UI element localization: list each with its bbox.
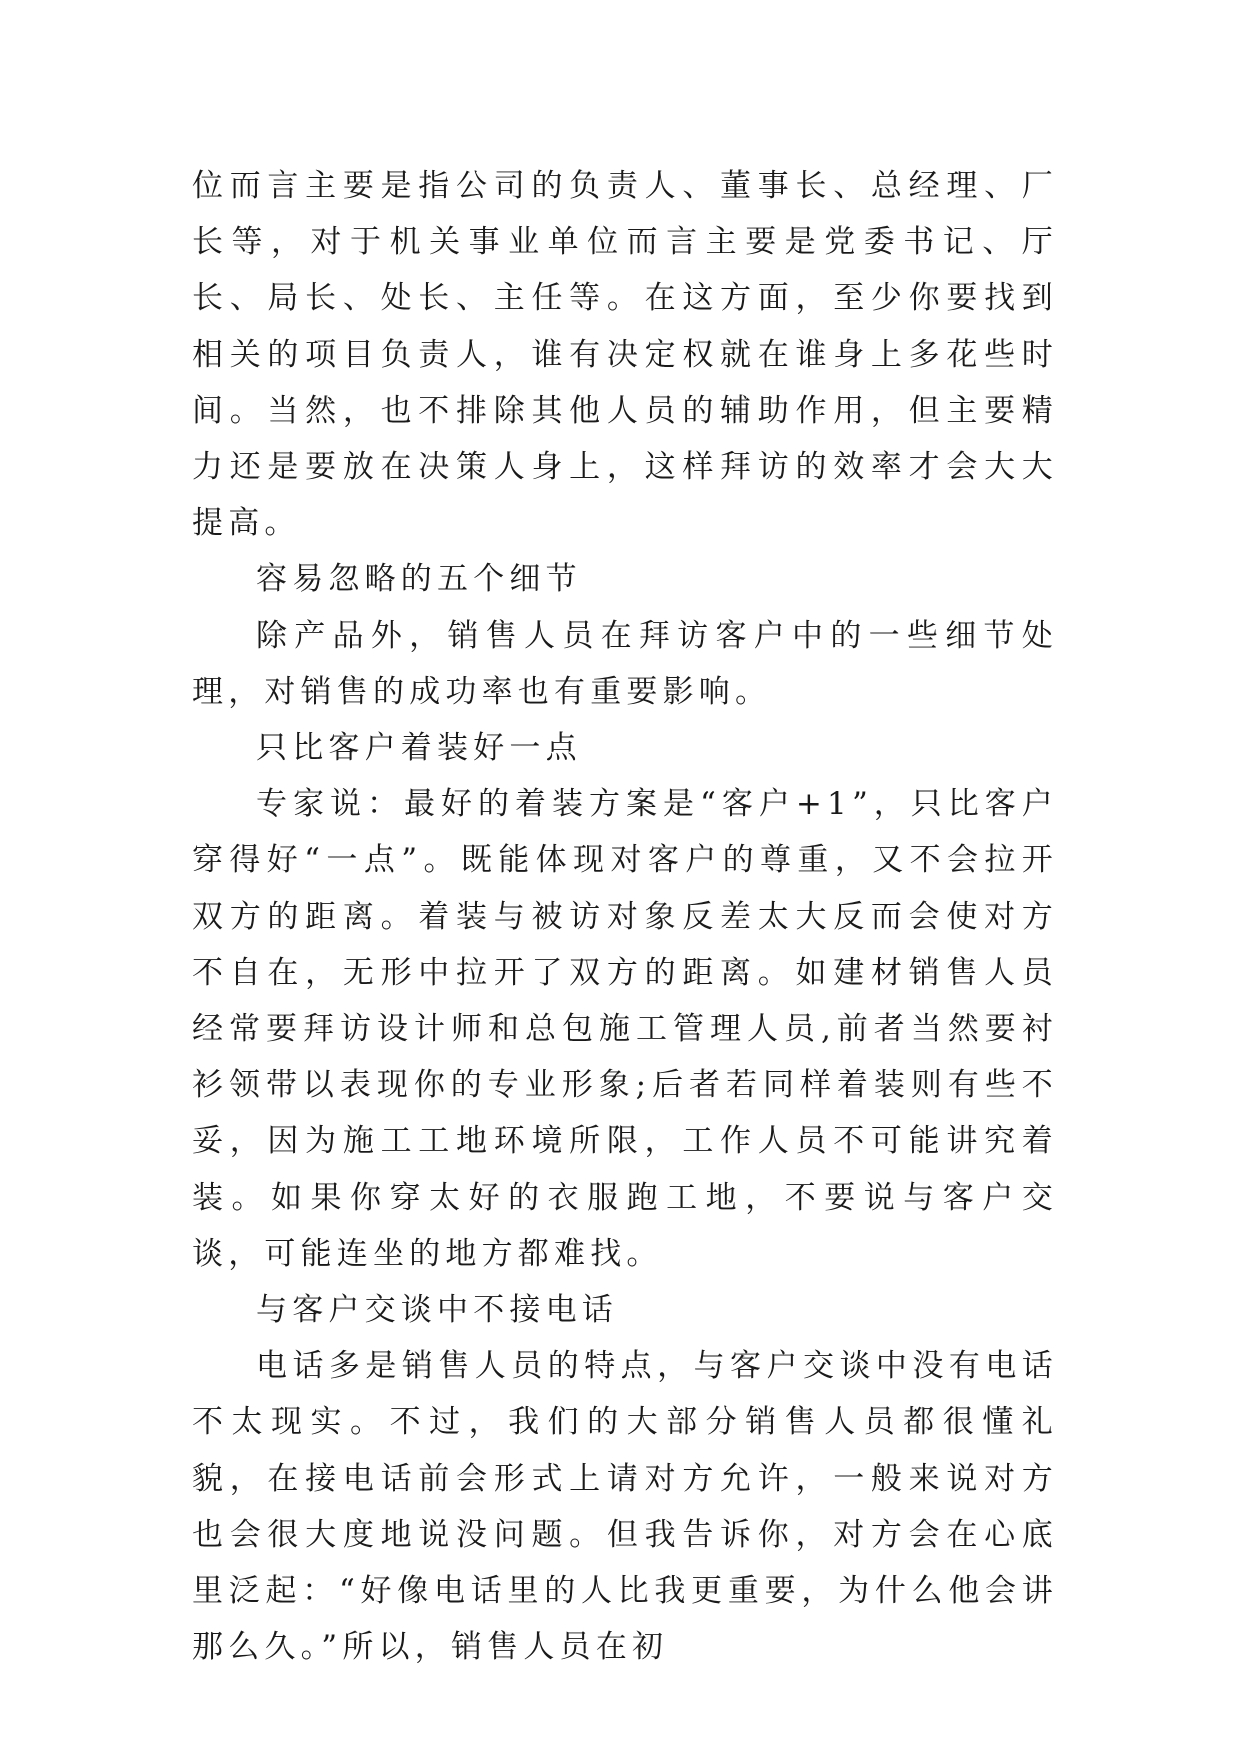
paragraph-details-intro: 除产品外，销售人员在拜访客户中的一些细节处理，对销售的成功率也有重要影响。 bbox=[192, 617, 1058, 710]
heading-no-phone-calls: 与客户交谈中不接电话 bbox=[256, 1292, 618, 1329]
heading-five-details: 容易忽略的五个细节 bbox=[256, 561, 582, 598]
document-page bbox=[192, 158, 1058, 1675]
paragraph-dress-advice: 专家说：最好的着装方案是“客户+1”，只比客户穿得好“一点”。既能体现对客户的尊重，又不会拉开双方的距离。着装与被访对象反差太大反而会使对方不自在，无形中拉开了双方的距离。如建材销售人员经常要拜访设计师和总包施工管理人员,前者当然要衬衫领带以表现你的专业形象;后者若同样着装则有些不妥，因为施工工地环境所限，工作人员不可能讲究着装。如果你穿太好的衣服跑工地，不要说与客户交谈，可能连坐的地方都难找。 bbox=[192, 786, 1058, 1272]
heading-dress-slightly-better: 只比客户着装好一点 bbox=[256, 730, 582, 767]
paragraph-phone-advice: 电话多是销售人员的特点，与客户交谈中没有电话不太现实。不过，我们的大部分销售人员都很懂礼貌，在接电话前会形式上请对方允许，一般来说对方也会很大度地说没问题。但我告诉你，对方会在心底里泛起：“好像电话里的人比我更重要，为什么他会讲那么久。”所以，销售人员在初 bbox=[192, 1348, 1058, 1666]
paragraph-decision-makers: 位而言主要是指公司的负责人、董事长、总经理、厂长等，对于机关事业单位而言主要是党委书记、厅长、局长、处长、主任等。在这方面，至少你要找到相关的项目负责人，谁有决定权就在谁身上多花些时间。当然，也不排除其他人员的辅助作用，但主要精力还是要放在决策人身上，这样拜访的效率才会大大提高。 bbox=[192, 168, 1058, 542]
